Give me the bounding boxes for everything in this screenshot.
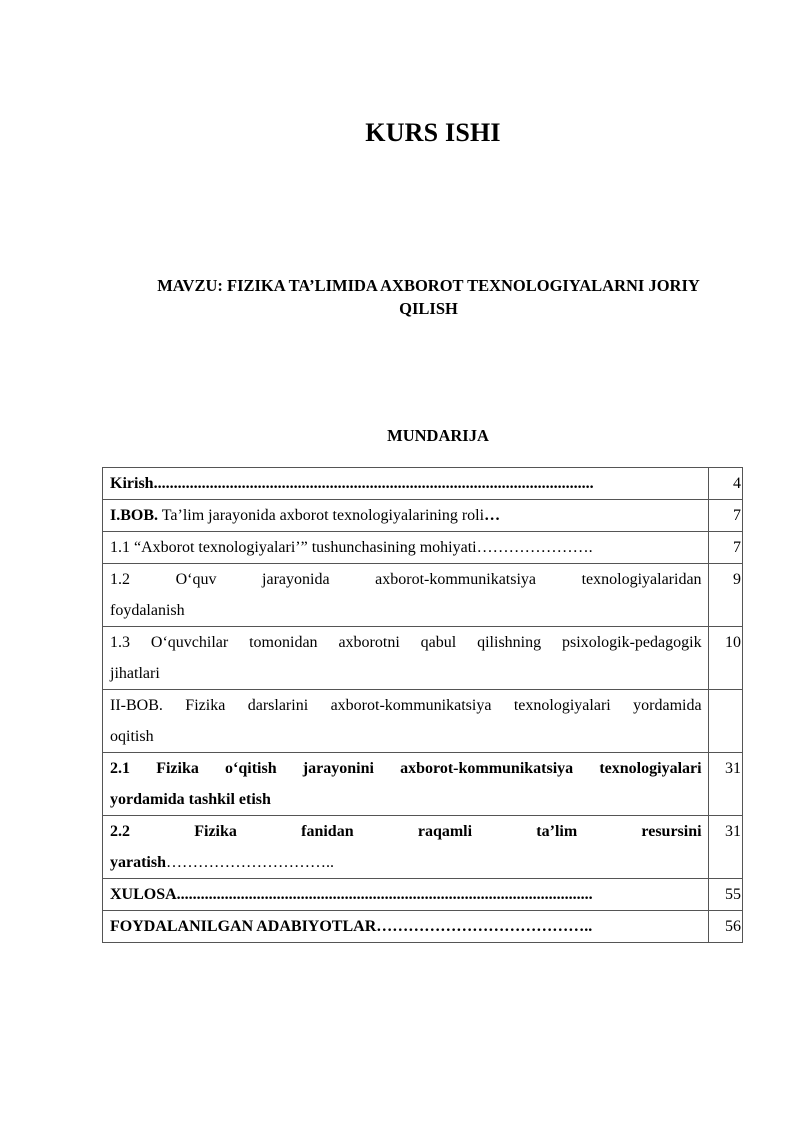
- toc-heading: MUNDARIJA: [387, 426, 489, 445]
- toc-entry-page: 10: [708, 627, 742, 690]
- toc-entry-line-1: 2.1 Fizika o‘qitish jarayonini axborot-kommunikatsiya texnologiyalari: [110, 760, 702, 777]
- toc-entry-page: 4: [708, 468, 742, 500]
- toc-row-1-1: [103, 532, 743, 564]
- toc-entry-line-2-bold: yaratish: [110, 854, 166, 871]
- toc-entry-page: 9: [708, 564, 742, 627]
- topic-heading: [110, 274, 747, 320]
- toc-entry-title: [103, 690, 709, 753]
- topic-line-1: MAVZU: FIZIKA TA’LIMIDA AXBOROT TEXNOLOGIYALARNI JORIY: [157, 276, 700, 295]
- toc-row-chapter-1: [103, 500, 743, 532]
- toc-entry-page: 7: [708, 532, 742, 564]
- toc-entry-line-2: foydalanish: [110, 602, 185, 619]
- toc-entry-line-2: oqitish: [110, 728, 154, 745]
- toc-row-references: [103, 911, 743, 943]
- toc-entry-line-1: II-BOB. Fizika darslarini axborot-kommunikatsiya texnologiyalari yordamida: [110, 697, 702, 714]
- toc-row-2-2: [103, 816, 743, 879]
- toc-entry-title: XULOSA........................................................................................................: [103, 879, 709, 911]
- toc-row-intro: [103, 468, 743, 500]
- chapter-label: I.BOB.: [110, 507, 159, 524]
- table-of-contents: [102, 467, 743, 943]
- toc-entry-line-2: yordamida tashkil etish: [110, 791, 271, 808]
- toc-entry-line-1: 1.2 O‘quv jarayonida axborot-kommunikatsiya texnologiyalaridan: [110, 571, 702, 588]
- toc-entry-title: Kirish..............................................................................................................: [103, 468, 709, 500]
- toc-entry-page: 31: [708, 816, 742, 879]
- toc-entry-page: [708, 690, 742, 753]
- toc-row-1-3: [103, 627, 743, 690]
- toc-entry-title: [103, 753, 709, 816]
- toc-entry-line-2: jihatlari: [110, 665, 160, 682]
- toc-entry-page: 56: [708, 911, 742, 943]
- toc-entry-line-1: 1.3 O‘quvchilar tomonidan axborotni qabul qilishning psixologik-pedagogik: [110, 634, 702, 651]
- toc-entry-title: [103, 627, 709, 690]
- toc-entry-title: 1.1 “Axborot texnologiyalari’” tushunchasining mohiyati………………….: [103, 532, 709, 564]
- chapter-title: Ta’lim jarayonida axborot texnologiyalarining roli: [158, 507, 485, 524]
- toc-entry-page: 7: [708, 500, 742, 532]
- toc-entry-title: FOYDALANILGAN ADABIYOTLAR…………………………………..: [103, 911, 709, 943]
- toc-row-2-1: [103, 753, 743, 816]
- toc-row-1-2: [103, 564, 743, 627]
- toc-entry-title: [103, 816, 709, 879]
- toc-entry-page: 31: [708, 753, 742, 816]
- toc-entry-line-2-dots: …………………………..: [166, 854, 334, 871]
- toc-entry-line-2: [110, 847, 702, 878]
- toc-row-conclusion: [103, 879, 743, 911]
- topic-line-2: QILISH: [399, 299, 458, 318]
- toc-entry-line-1: 2.2 Fizika fanidan raqamli ta’lim resursini: [110, 823, 702, 840]
- document-title: KURS ISHI: [365, 118, 501, 147]
- toc-entry-title: [103, 500, 709, 532]
- chapter-ellipsis: …: [484, 507, 501, 524]
- toc-entry-page: 55: [708, 879, 742, 911]
- toc-entry-title: [103, 564, 709, 627]
- toc-row-chapter-2: [103, 690, 743, 753]
